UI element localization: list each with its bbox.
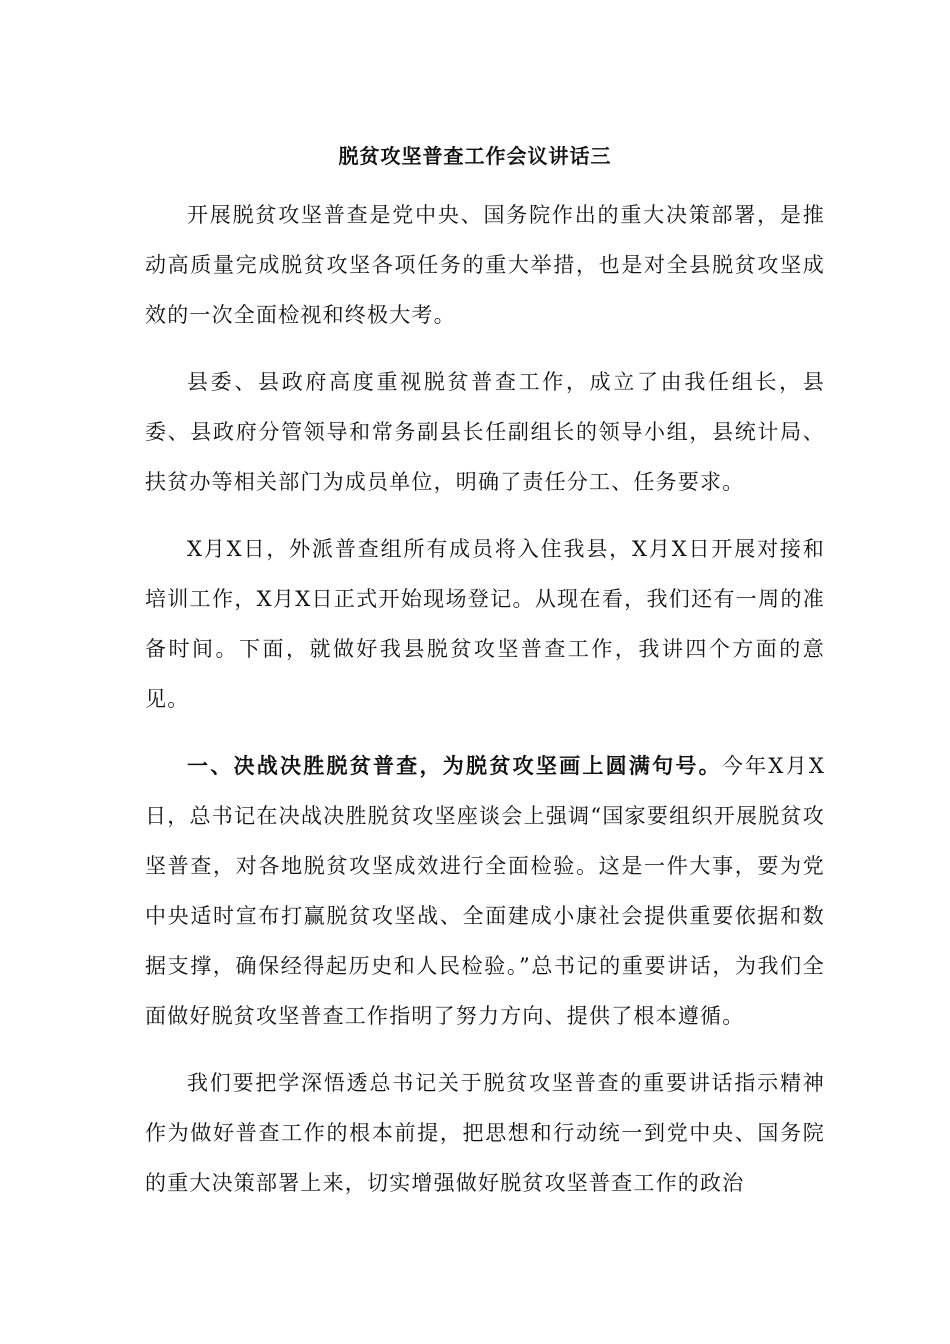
closing-paragraph: 我们要把学深悟透总书记关于脱贫攻坚普查的重要讲话指示精神作为做好普查工作的根本前提，把思想和行动统一到党中央、国务院的重大决策部署上来，切实增强做好脱贫攻坚普查工作的政治 xyxy=(145,1071,825,1195)
document-body xyxy=(145,190,825,1225)
paragraph-3: X月X日，外派普查组所有成员将入住我县，X月X日开展对接和培训工作，X月X日正式开始现场登记。从现在看，我们还有一周的准备时间。下面，就做好我县脱贫攻坚普查工作，我讲四个方面的意见。 xyxy=(145,537,825,711)
section-1-paragraph xyxy=(145,741,825,1041)
document-title: 脱贫攻坚普查工作会议讲话三 xyxy=(338,144,612,168)
paragraph-1: 开展脱贫攻坚普查是党中央、国务院作出的重大决策部署，是推动高质量完成脱贫攻坚各项任务的重大举措，也是对全县脱贫攻坚成效的一次全面检视和终极大考。 xyxy=(145,203,825,327)
paragraph-2: 县委、县政府高度重视脱贫普查工作，成立了由我任组长，县委、县政府分管领导和常务副县长任副组长的领导小组，县统计局、扶贫办等相关部门为成员单位，明确了责任分工、任务要求。 xyxy=(145,370,825,494)
section-1-text: 今年X月X日，总书记在决战决胜脱贫攻坚座谈会上强调“国家要组织开展脱贫攻坚普查，对各地脱贫攻坚成效进行全面检验。这是一件大事，要为党中央适时宣布打赢脱贫攻坚战、全面建成小康社会提供重要依据和数据支撑，确保经得起历史和人民检验。”总书记的重要讲话，为我们全面做好脱贫攻坚普查工作指明了努力方向、提供了根本遵循。 xyxy=(145,754,825,1028)
section-1-heading: 一、决战决胜脱贫普查，为脱贫攻坚画上圆满句号。 xyxy=(187,753,722,778)
